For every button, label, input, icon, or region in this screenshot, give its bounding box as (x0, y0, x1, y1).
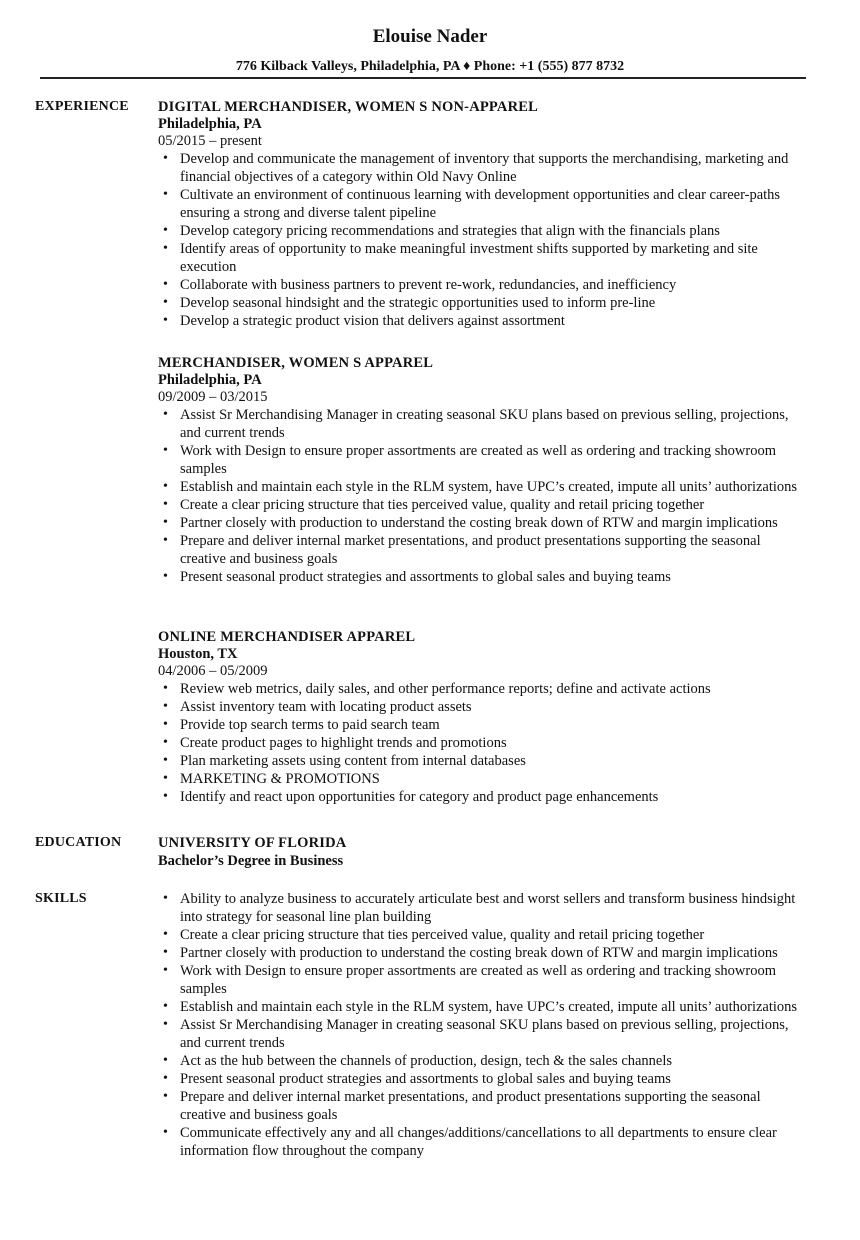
education-body (158, 834, 810, 870)
job-dates: 09/2009 – 03/2015 (158, 389, 268, 405)
list-item: • Identify areas of opportunity to make meaningful investment shifts supported by marketing and site execution (158, 240, 810, 276)
list-item: • Develop a strategic product vision that delivers against assortment (158, 312, 810, 330)
skills-body (158, 890, 810, 1160)
list-item: • Create product pages to highlight trends and promotions (158, 734, 810, 752)
list-item: • Create a clear pricing structure that ties perceived value, quality and retail pricing together (158, 496, 810, 514)
list-item: • Develop category pricing recommendations and strategies that align with the financials plans (158, 222, 810, 240)
candidate-name: Elouise Nader (372, 26, 488, 47)
contact-line: 776 Kilback Valleys, Philadelphia, PA ♦ Phone: +1 (555) 877 8732 (235, 59, 625, 74)
list-item: • Act as the hub between the channels of production, design, tech & the sales channels (158, 1052, 810, 1070)
list-item: • Review web metrics, daily sales, and other performance reports; define and activate actions (158, 680, 810, 698)
list-item: • Identify and react upon opportunities for category and product page enhancements (158, 788, 810, 806)
school-name: UNIVERSITY OF FLORIDA (158, 835, 347, 851)
list-item: • Create a clear pricing structure that ties perceived value, quality and retail pricing together (158, 926, 810, 944)
list-item: • Establish and maintain each style in the RLM system, have UPC’s created, impute all units’ authorizations (158, 478, 810, 496)
list-item: • Collaborate with business partners to prevent re-work, redundancies, and inefficiency (158, 276, 810, 294)
list-item: • Assist Sr Merchandising Manager in creating seasonal SKU plans based on previous selling, projections, and current trends (158, 1016, 810, 1052)
job-title: MERCHANDISER, WOMEN S APPAREL (158, 355, 434, 371)
list-item: • Present seasonal product strategies and assortments to global sales and buying teams (158, 1070, 810, 1088)
list-item: • Develop and communicate the management of inventory that supports the merchandising, marketing and financial objectives of a category within Old Navy Online (158, 150, 810, 186)
job-bullets (158, 406, 810, 586)
list-item: • Communicate effectively any and all changes/additions/cancellations to all departments to ensure clear information flow throughout the company (158, 1124, 810, 1160)
list-item: • Prepare and deliver internal market presentations, and product presentations supporting the seasonal creative and business goals (158, 532, 810, 568)
job-location: Houston, TX (158, 646, 238, 662)
job-dates: 04/2006 – 05/2009 (158, 663, 268, 679)
job-title: DIGITAL MERCHANDISER, WOMEN S NON-APPAREL (158, 99, 538, 115)
list-item: • Work with Design to ensure proper assortments are created as well as ordering and tracking showroom samples (158, 962, 810, 998)
skills-label: SKILLS (35, 891, 87, 906)
education-label: EDUCATION (35, 835, 122, 850)
list-item: • Ability to analyze business to accurately articulate best and worst sellers and transform business hindsight into strategy for seasonal line plan building (158, 890, 810, 926)
list-item: • Present seasonal product strategies and assortments to global sales and buying teams (158, 568, 810, 586)
job-dates: 05/2015 – present (158, 133, 262, 149)
job-location: Philadelphia, PA (158, 116, 262, 132)
job-entry (158, 354, 810, 586)
list-item: • Partner closely with production to understand the costing break down of RTW and margin implications (158, 514, 810, 532)
experience-label: EXPERIENCE (35, 99, 129, 114)
header-divider (40, 77, 806, 79)
job-location: Philadelphia, PA (158, 372, 262, 388)
list-item: • Assist Sr Merchandising Manager in creating seasonal SKU plans based on previous selling, projections, and current trends (158, 406, 810, 442)
list-item: • Plan marketing assets using content from internal databases (158, 752, 810, 770)
list-item: • Partner closely with production to understand the costing break down of RTW and margin implications (158, 944, 810, 962)
job-entry (158, 628, 810, 806)
list-item: • Provide top search terms to paid search team (158, 716, 810, 734)
list-item: • MARKETING & PROMOTIONS (158, 770, 810, 788)
job-title: ONLINE MERCHANDISER APPAREL (158, 629, 416, 645)
degree: Bachelor’s Degree in Business (158, 853, 344, 869)
list-item: • Cultivate an environment of continuous learning with development opportunities and clear career-paths ensuring a strong and diverse talent pipeline (158, 186, 810, 222)
list-item: • Work with Design to ensure proper assortments are created as well as ordering and tracking showroom samples (158, 442, 810, 478)
list-item: • Establish and maintain each style in the RLM system, have UPC’s created, impute all units’ authorizations (158, 998, 810, 1016)
job-bullets (158, 680, 810, 806)
list-item: • Develop seasonal hindsight and the strategic opportunities used to inform pre-line (158, 294, 810, 312)
job-entry (158, 98, 810, 330)
list-item: • Prepare and deliver internal market presentations, and product presentations supporting the seasonal creative and business goals (158, 1088, 810, 1124)
list-item: • Assist inventory team with locating product assets (158, 698, 810, 716)
job-bullets (158, 150, 810, 330)
skills-list (158, 890, 810, 1160)
